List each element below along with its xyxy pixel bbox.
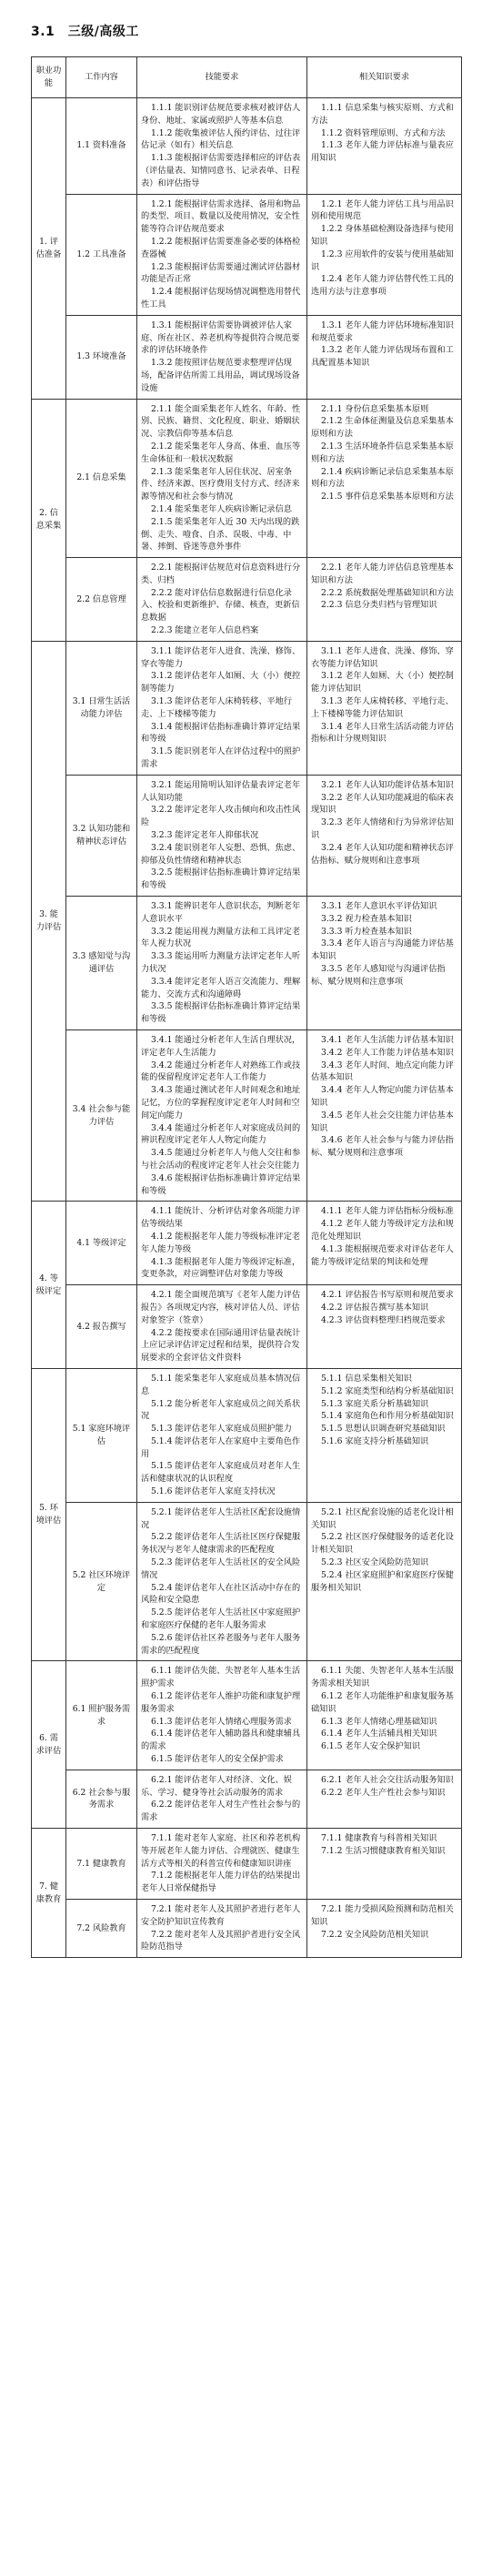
knowledge-requirements-cell <box>307 1202 462 1285</box>
function-cell: 3. 能力评估 <box>32 641 66 1201</box>
knowledge-item: 5.1.2 家庭类型和结构分析基础知识 <box>321 1385 454 1396</box>
knowledge-requirements-cell <box>307 399 462 558</box>
skill-item: 6.1.3 能评估老年人情绪心理服务需求 <box>151 1716 292 1727</box>
knowledge-item: 1.2.1 老年人能力评估工具与用品识别和使用规范 <box>311 198 454 222</box>
knowledge-item: 3.4.5 老年人社会交往能力评估基本知识 <box>311 1110 454 1133</box>
function-cell: 5. 环境评估 <box>32 1368 66 1661</box>
table-row <box>32 897 462 1030</box>
knowledge-item: 1.1.2 资料管理原则、方式和方法 <box>321 127 446 138</box>
skill-requirements-cell <box>137 1502 307 1661</box>
skill-item: 5.1.6 能评估老年人家庭支持状况 <box>151 1486 276 1497</box>
work-content-cell: 1.2 工具准备 <box>66 194 137 315</box>
skill-item: 3.4.6 能根据评估指标准确计算评定结果和等级 <box>141 1172 301 1196</box>
skill-item: 4.1.2 能根据老年人能力等级标准评定老年人能力等级 <box>141 1231 301 1254</box>
skill-item: 1.1.2 能收集被评估人预约评估、过往评估记录（如有）相关信息 <box>141 127 301 151</box>
skill-item: 2.1.5 能采集老年人近 30 天内出现的跌倒、走失、噎食、自杀、误吸、中毒、中暑、摔倒、昏迷等意外事件 <box>141 516 300 553</box>
knowledge-item: 6.1.4 老年人生活辅具相关知识 <box>321 1729 437 1739</box>
knowledge-item: 5.2.1 社区配套设施的适老化设计相关知识 <box>311 1506 454 1530</box>
skill-item: 5.2.6 能评估社区养老服务与老年人服务需求的匹配程度 <box>141 1632 301 1656</box>
knowledge-item: 3.4.1 老年人生活能力评估基本知识 <box>321 1034 454 1045</box>
skill-requirements-cell <box>137 1770 307 1828</box>
knowledge-item: 3.1.3 老年人床椅转移、平地行走、上下楼梯等能力评估知识 <box>311 696 454 719</box>
work-content-cell: 3.3 感知觉与沟通评估 <box>66 897 137 1030</box>
skill-item: 2.1.3 能采集老年人居住状况、居室条件、经济来源、医疗费用支付方式、经济来源等情况和社会参与情况 <box>141 466 300 502</box>
table-row <box>32 98 462 195</box>
skill-item: 4.2.2 能按要求在国际通用评估量表统计上应记录评估评定过程和结果，提供符合发展要求的全套评估文件资料 <box>141 1327 301 1364</box>
skill-requirements-cell <box>137 98 307 195</box>
table-row <box>32 1829 462 1900</box>
function-cell: 7. 健康教育 <box>32 1829 66 1958</box>
knowledge-item: 3.2.1 老年人认知功能评估基本知识 <box>321 779 454 790</box>
skill-item: 3.4.1 能通过分析老年人生活自理状况，评定老年人生活能力 <box>141 1034 301 1058</box>
knowledge-requirements-cell <box>307 1285 462 1369</box>
skill-item: 5.2.2 能评估老年人生活社区医疗保健服务状况与老年人健康需求的匹配程度 <box>141 1532 301 1556</box>
skill-requirements-cell <box>137 1285 307 1369</box>
skill-item: 3.3.4 能评定老年人语言交流能力、理解能力、交流方式和沟通障碍 <box>141 976 301 999</box>
knowledge-item: 3.4.6 老年人社会参与与能力评估指标、赋分规则和注意事项 <box>311 1135 454 1159</box>
work-content-cell: 1.3 环境准备 <box>66 315 137 399</box>
knowledge-item: 5.1.3 家庭关系分析基础知识 <box>321 1398 429 1409</box>
table-row <box>32 558 462 642</box>
skill-requirements-cell <box>137 1829 307 1900</box>
knowledge-item: 2.1.1 身份信息采集基本原则 <box>321 403 429 414</box>
skill-item: 1.3.1 能根据评估需要协调被评估人家庭、所在社区、养老机构等提供符合规范要求的评估环境条件 <box>141 319 300 356</box>
skill-item: 6.1.4 能评估老年人辅助器具和健康辅具的需求 <box>141 1729 301 1752</box>
skill-item: 3.2.4 能识别老年人妄想、恐惧、焦虑、抑郁及负性情绪和精神状态 <box>141 842 301 866</box>
skill-item: 6.1.5 能评估老年人的安全保护需求 <box>151 1754 284 1765</box>
skill-item: 6.1.2 能评估老年人维护功能和康复护理服务需求 <box>141 1691 301 1714</box>
knowledge-item: 2.2.3 信息分类归档与管理知识 <box>321 600 437 611</box>
knowledge-item: 5.1.1 信息采集相关知识 <box>321 1373 412 1384</box>
header-function: 职业功能 <box>32 57 66 98</box>
knowledge-item: 2.1.2 生命体征测量及信息采集基本原则和方法 <box>311 416 454 440</box>
knowledge-item: 6.1.3 老年人情绪心理基础知识 <box>321 1716 437 1727</box>
skill-item: 7.1.2 能根据老年人能力评估的结果提出老年人日常保健指导 <box>141 1871 301 1894</box>
knowledge-item: 6.2.1 老年人社会交往活动服务知识 <box>321 1774 454 1785</box>
knowledge-item: 2.1.5 事件信息采集基本原则和方法 <box>321 492 454 502</box>
section-title: 3.1 三级/高级工 <box>31 25 139 39</box>
work-content-cell: 3.1 日常生活活动能力评估 <box>66 641 137 775</box>
skill-item: 3.1.4 能根据评估指标准确计算评定结果和等级 <box>141 721 301 745</box>
knowledge-requirements-cell <box>307 1899 462 1957</box>
skill-item: 1.1.3 能根据评估需要选择相应的评估表（评估量表、知情同意书、记录表单、日程表）和评估指导 <box>141 153 301 188</box>
table-row <box>32 1502 462 1661</box>
table-row <box>32 315 462 399</box>
knowledge-item: 5.2.3 社区安全风险防范知识 <box>321 1557 429 1568</box>
function-cell: 4. 等级评定 <box>32 1202 66 1369</box>
table-row <box>32 1899 462 1957</box>
skill-item: 4.1.1 能统计、分析评估对象各项能力评估等级结果 <box>141 1206 301 1230</box>
knowledge-item: 1.3.2 老年人能力评估现场布置和工具配置基本知识 <box>311 345 454 369</box>
table-row <box>32 641 462 775</box>
skill-item: 3.1.2 能评估老年人如厕、大（小）便控制等能力 <box>141 671 301 695</box>
skill-requirements-cell <box>137 1661 307 1770</box>
knowledge-item: 1.1.3 老年人能力评估标准与量表应用知识 <box>311 140 454 164</box>
knowledge-item: 4.2.2 评估报告撰写基本知识 <box>321 1302 429 1313</box>
knowledge-item: 3.3.2 视力检查基本知识 <box>321 913 412 924</box>
knowledge-item: 1.1.1 信息采集与核实原则、方式和方法 <box>311 103 454 126</box>
knowledge-requirements-cell <box>307 641 462 775</box>
knowledge-item: 5.2.4 社区家庭照护和家庭医疗保健服务相关知识 <box>311 1569 454 1593</box>
skill-requirements-cell <box>137 1368 307 1502</box>
work-content-cell: 1.1 资料准备 <box>66 98 137 195</box>
table-row <box>32 1202 462 1285</box>
knowledge-item: 3.1.4 老年人日常生活活动能力评估指标和计分规则知识 <box>311 721 454 745</box>
skill-item: 1.1.1 能识别评估规范要求核对被评估人身份、地址、家属或照护人等基本信息 <box>141 103 301 126</box>
skill-item: 4.2.1 能全面规范填写《老年人能力评估报告》各项规定内容，核对评估人员、评估对象签字（签章） <box>141 1290 301 1325</box>
skill-item: 2.1.1 能全面采集老年人姓名、年龄、性别、民族、籍贯、文化程度、职业、婚姻状况、宗教信仰等基本信息 <box>141 403 301 440</box>
work-content-cell: 5.2 社区环境评定 <box>66 1502 137 1661</box>
skill-item: 1.2.3 能根据评估需要通过测试评估器材功能是否正常 <box>141 261 301 285</box>
knowledge-requirements-cell <box>307 558 462 642</box>
knowledge-requirements-cell <box>307 1829 462 1900</box>
skill-item: 5.2.1 能评估老年人生活社区配套设施情况 <box>141 1506 301 1530</box>
knowledge-item: 3.4.3 老年人时间、地点定向能力评估基本知识 <box>311 1060 454 1083</box>
function-cell: 6. 需求评估 <box>32 1661 66 1829</box>
function-cell: 1. 评估准备 <box>32 98 66 400</box>
knowledge-requirements-cell <box>307 98 462 195</box>
knowledge-item: 7.2.2 安全风险防范相关知识 <box>321 1929 429 1940</box>
knowledge-item: 1.3.1 老年人能力评估环境标准知识和规范要求 <box>311 319 454 343</box>
skill-item: 3.2.5 能根据评估指标准确计算评定结果和等级 <box>141 867 301 891</box>
skill-requirements-cell <box>137 1899 307 1957</box>
table-row <box>32 1368 462 1502</box>
skill-item: 3.2.3 能评定老年人抑郁状况 <box>151 830 259 841</box>
knowledge-item: 5.2.2 社区医疗保健服务的适老化设计相关知识 <box>311 1532 454 1556</box>
knowledge-item: 3.2.4 老年人认知功能和精神状态评估指标、赋分规则和注意事项 <box>311 842 454 866</box>
knowledge-item: 3.3.1 老年人意识水平评估知识 <box>321 901 437 912</box>
skill-item: 5.1.3 能评估老年人家庭成员照护能力 <box>151 1424 292 1435</box>
knowledge-item: 3.2.2 老年人认知功能减退的临床表现知识 <box>311 792 454 816</box>
table-row <box>32 1029 462 1201</box>
knowledge-requirements-cell <box>307 1368 462 1502</box>
skill-item: 2.1.2 能采集老年人身高、体重、血压等生命体征和一般状况数据 <box>141 441 301 464</box>
knowledge-item: 4.2.3 评估资料整理归档规范要求 <box>321 1314 446 1325</box>
skill-requirements-cell <box>137 775 307 896</box>
skill-item: 3.2.2 能评定老年人攻击倾向和攻击性风险 <box>141 805 301 828</box>
knowledge-item: 3.2.3 老年人情绪和行为异常评估知识 <box>311 817 454 841</box>
knowledge-item: 2.1.3 生活环境条件信息采集基本原则和方法 <box>311 441 454 464</box>
skill-item: 1.2.4 能根据评估现场情况调整选用替代性工具 <box>141 287 301 309</box>
knowledge-item: 6.1.1 失能、失智老年人基本生活服务需求相关知识 <box>311 1666 454 1689</box>
knowledge-item: 7.2.1 能力受损风险预测和防范相关知识 <box>311 1903 454 1927</box>
skill-item: 6.2.2 能评估老年人对生产性社会参与的需求 <box>141 1800 301 1823</box>
work-content-cell: 2.1 信息采集 <box>66 399 137 558</box>
knowledge-item: 7.1.1 健康教育与科普相关知识 <box>321 1833 437 1843</box>
skill-item: 3.1.3 能评估老年人床椅转移、平地行走、上下楼梯等能力 <box>141 696 292 719</box>
work-content-cell: 7.2 风险教育 <box>66 1899 137 1957</box>
table-row <box>32 1661 462 1770</box>
skill-item: 3.3.2 能运用视力测量方法和工具评定老年人视力状况 <box>141 926 301 949</box>
skill-item: 3.4.4 能通过分析老年人对家庭成员间的辨识程度评定老年人人物定向能力 <box>141 1122 301 1146</box>
skill-requirements-cell <box>137 399 307 558</box>
knowledge-item: 3.1.1 老年人进食、洗澡、修饰、穿衣等能力评估知识 <box>311 645 454 669</box>
knowledge-item: 1.2.4 老年人能力评估替代性工具的选用方法与注意事项 <box>311 274 454 298</box>
knowledge-item: 2.2.2 系统数据处理基础知识和方法 <box>321 587 454 598</box>
knowledge-requirements-cell <box>307 897 462 1030</box>
table-row <box>32 194 462 315</box>
skill-item: 2.2.2 能对评估信息数据进行信息化录入、校验和更新维护、存储、核查，更新信息数据 <box>141 587 300 624</box>
table-header-row <box>32 57 462 98</box>
knowledge-item: 2.2.1 老年人能力评估信息管理基本知识和方法 <box>311 563 454 585</box>
skill-item: 3.1.5 能识别老年人在评估过程中的照护需求 <box>141 746 301 770</box>
skill-item: 4.1.3 能根据老年人能力等级评定标准，变更条款，对应调整评估对象能力等级 <box>141 1256 301 1280</box>
skill-requirements-cell <box>137 641 307 775</box>
skill-item: 5.1.5 能评估老年人家庭成员对老年人生活和健康状况的认识程度 <box>141 1461 301 1485</box>
skill-item: 6.1.1 能评估失能、失智老年人基本生活照护需求 <box>141 1666 301 1689</box>
knowledge-requirements-cell <box>307 1502 462 1661</box>
skill-item: 2.2.1 能根据评估规范对信息资料进行分类、归档 <box>141 563 301 585</box>
knowledge-item: 5.1.5 思想认识调查研究基础知识 <box>321 1424 446 1435</box>
skill-item: 3.3.5 能根据评估指标准确计算评定结果和等级 <box>141 1001 301 1025</box>
skill-item: 3.1.1 能评估老年人进食、洗澡、修饰、穿衣等能力 <box>141 645 301 669</box>
skill-item: 3.4.5 能通过分析老年人与他人交往和参与社会活动的程度评定老年人社会交往能力 <box>141 1148 301 1171</box>
skill-item: 7.2.1 能对老年人及其照护者进行老年人安全防护知识宣传教育 <box>141 1903 301 1927</box>
skill-item: 3.2.1 能运用简明认知评估量表评定老年人认知功能 <box>141 779 301 803</box>
header-skill-requirements: 技能要求 <box>137 57 307 98</box>
skill-requirements-cell <box>137 1202 307 1285</box>
skill-item: 2.1.4 能采集老年人疾病诊断记录信息 <box>151 503 292 514</box>
knowledge-requirements-cell <box>307 1770 462 1828</box>
knowledge-item: 1.2.3 应用软件的安装与使用基础知识 <box>311 248 454 272</box>
work-content-cell: 3.2 认知功能和精神状态评估 <box>66 775 137 896</box>
skill-item: 6.2.1 能评估老年人对经济、文化、娱乐、学习、健身等社会活动服务的需求 <box>141 1774 292 1798</box>
skill-item: 3.3.1 能辨识老年人意识状态，判断老年人意识水平 <box>141 901 301 924</box>
knowledge-item: 6.1.5 老年人安全保护知识 <box>321 1741 421 1752</box>
skill-item: 5.2.5 能评估老年人生活社区中家庭照护和家庭医疗保健的老年人服务需求 <box>141 1607 301 1631</box>
work-content-cell: 4.2 报告撰写 <box>66 1285 137 1369</box>
skill-requirements-cell <box>137 315 307 399</box>
skill-item: 7.2.2 能对老年人及其照护者进行安全风险防范指导 <box>141 1929 301 1952</box>
skill-item: 1.3.2 能按照评估规范要求整理评估现场，配备评估所需工具用品，调试现场设备设施 <box>141 358 300 393</box>
skill-item: 5.1.2 能分析老年人家庭成员之间关系状况 <box>141 1398 301 1422</box>
skill-requirements-cell <box>137 194 307 315</box>
knowledge-item: 4.1.2 老年人能力等级评定方法和规范化处理知识 <box>311 1219 454 1242</box>
knowledge-item: 4.1.3 能根据规范要求对评估老年人能力等级评定结果的判读和处理 <box>311 1243 454 1267</box>
knowledge-item: 4.2.1 评估报告书写原则和规范要求 <box>321 1290 454 1301</box>
knowledge-requirements-cell <box>307 1029 462 1201</box>
knowledge-requirements-cell <box>307 1661 462 1770</box>
knowledge-item: 5.1.6 家庭支持分析基础知识 <box>321 1435 429 1446</box>
knowledge-item: 6.2.2 老年人生产性社会参与知识 <box>321 1787 446 1798</box>
knowledge-item: 3.4.4 老年人人物定向能力评估基本知识 <box>311 1085 454 1108</box>
work-content-cell: 2.2 信息管理 <box>66 558 137 642</box>
work-content-cell: 6.2 社会参与服务需求 <box>66 1770 137 1828</box>
work-content-cell: 6.1 照护服务需求 <box>66 1661 137 1770</box>
knowledge-item: 3.3.4 老年人语言与沟通能力评估基本知识 <box>311 938 454 962</box>
skill-item: 3.4.3 能通过测试老年人时间观念和地址记忆，方位的掌握程度评定老年人时间和空间定向能力 <box>141 1085 301 1121</box>
header-work-content: 工作内容 <box>66 57 137 98</box>
skill-requirements-cell <box>137 1029 307 1201</box>
skill-item: 5.1.1 能采集老年人家庭成员基本情况信息 <box>141 1373 301 1396</box>
knowledge-item: 6.1.2 老年人功能维护和康复服务基础知识 <box>311 1691 454 1714</box>
work-content-cell: 4.1 等级评定 <box>66 1202 137 1285</box>
knowledge-item: 5.1.4 家庭角色和作用分析基础知识 <box>321 1411 454 1422</box>
function-cell: 2. 信息采集 <box>32 399 66 641</box>
requirements-table <box>31 56 462 1958</box>
knowledge-item: 2.1.4 疾病诊断记录信息采集基本原则和方法 <box>311 466 454 490</box>
skill-item: 3.4.2 能通过分析老年人对熟练工作或技能的保留程度评定老年人工作能力 <box>141 1060 301 1083</box>
knowledge-requirements-cell <box>307 315 462 399</box>
knowledge-requirements-cell <box>307 775 462 896</box>
header-knowledge-requirements: 相关知识要求 <box>307 57 462 98</box>
table-row <box>32 399 462 558</box>
table-body <box>32 98 462 1958</box>
knowledge-item: 1.2.2 身体基础检测设备选择与使用知识 <box>311 224 454 247</box>
knowledge-item: 3.1.2 老年人如厕、大（小）便控制能力评估知识 <box>311 671 454 695</box>
work-content-cell: 5.1 家庭环境评估 <box>66 1368 137 1502</box>
skill-requirements-cell <box>137 558 307 642</box>
skill-item: 2.2.3 能建立老年人信息档案 <box>151 625 259 636</box>
table-row <box>32 775 462 896</box>
skill-item: 7.1.1 能对老年人家庭、社区和养老机构等开展老年人能力评估、合理就医、健康生活方式等相关的科普宣传和健康知识讲座 <box>141 1833 301 1869</box>
work-content-cell: 3.4 社会参与能力评估 <box>66 1029 137 1201</box>
skill-item: 5.2.4 能评估老年人在社区活动中存在的风险和安全隐患 <box>141 1582 301 1606</box>
knowledge-item: 4.1.1 老年人能力评估指标分级标准 <box>321 1206 454 1217</box>
table-row <box>32 1285 462 1369</box>
knowledge-item: 7.1.2 生活习惯健康教育相关知识 <box>321 1845 446 1856</box>
skill-item: 1.2.1 能根据评估需求选择、备用和物品的类型、项目、数量以及使用情况，安全性能等符合评估规范要求 <box>141 198 301 235</box>
skill-requirements-cell <box>137 897 307 1030</box>
skill-item: 5.2.3 能评估老年人生活社区的安全风险情况 <box>141 1557 301 1580</box>
knowledge-requirements-cell <box>307 194 462 315</box>
knowledge-item: 3.4.2 老年人工作能力评估基本知识 <box>321 1047 454 1058</box>
skill-item: 1.2.2 能根据评估需要准备必要的体格检查器械 <box>141 236 301 259</box>
knowledge-item: 3.3.3 听力检查基本知识 <box>321 926 412 937</box>
skill-item: 3.3.3 能运用听力测量方法评定老年人听力状况 <box>141 951 301 974</box>
skill-item: 5.1.4 能评估老年人在家庭中主要角色作用 <box>141 1435 301 1459</box>
knowledge-item: 3.3.5 老年人感知觉与沟通评估指标、赋分规则和注意事项 <box>311 964 446 987</box>
table-row <box>32 1770 462 1828</box>
work-content-cell: 7.1 健康教育 <box>66 1829 137 1900</box>
